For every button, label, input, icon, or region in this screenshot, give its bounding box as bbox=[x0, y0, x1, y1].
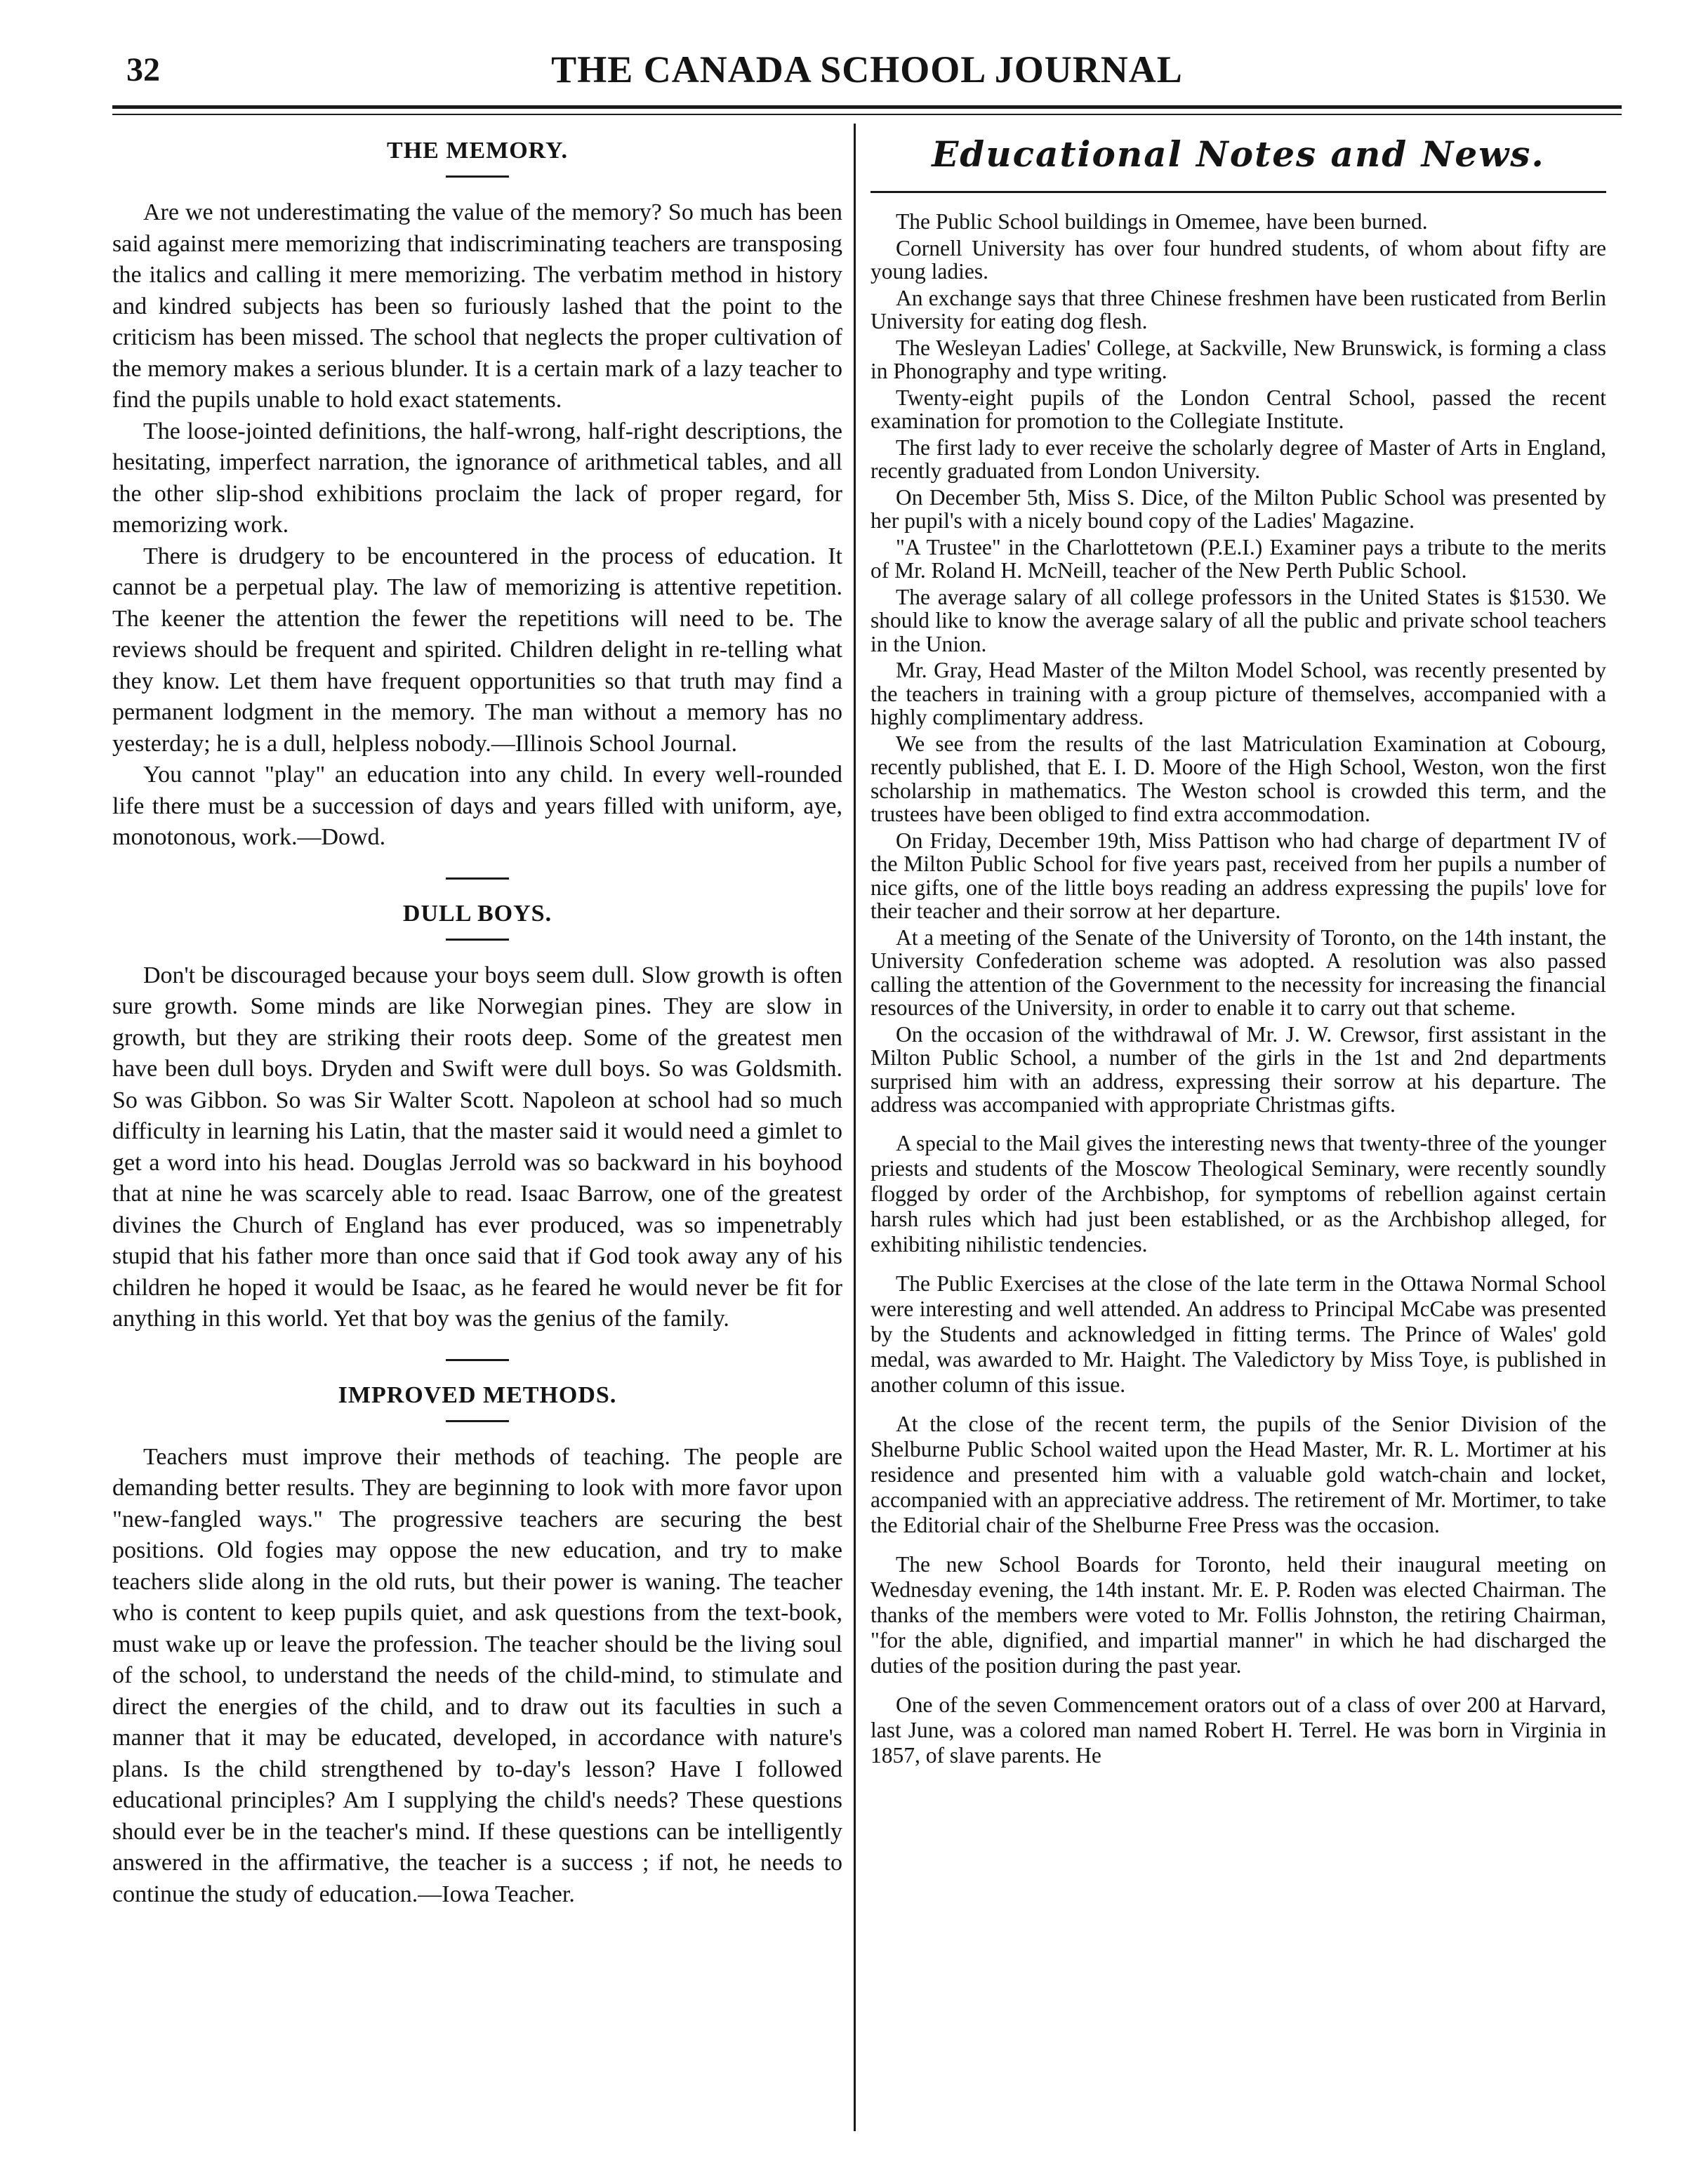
memory-title-rule bbox=[446, 175, 509, 178]
dull-boys-title-rule bbox=[446, 939, 509, 941]
news-item: On the occasion of the withdrawal of Mr. J. W. Crewsor, first assistant in the Milton Public School, a number of the girls in the 1st and 2nd departments surprised him with an address, expressing their sorrow at his departure. The address was accompanied with appropriate Christmas gifts. bbox=[870, 1021, 1606, 1117]
section-separator bbox=[446, 1359, 509, 1361]
dull-boys-paragraph: Don't be discouraged because your boys seem dull. Slow growth is often sure growth. Some minds are like Norwegian pines. They are slow in growth, but they are striking their roots deep. Some of the greatest men have been dull boys. Dryden and Swift were dull boys. So was Goldsmith. So was Gibbon. So was Sir Walter Scott. Napoleon at school had so much difficulty in learning his Latin, that the master said it would need a gimlet to get a word into his head. Douglas Jerrold was so backward in his boyhood that at nine he was scarcely able to read. Isaac Barrow, one of the greatest divines the Church of England has ever produced, was so impenetrably stupid that his father more than once said that if God took away any of his children he hoped it would be Isaac, as he feared he would never be fit for anything in this world. Yet that boy was the genius of the family. bbox=[112, 962, 842, 1332]
news-item: We see from the results of the last Matriculation Examination at Cobourg, recently published, that E. I. D. Moore of the High School, Weston, won the first scholarship in mathematics. The Weston school is crowded this term, and the trustees have been obliged to find extra accommodation. bbox=[870, 731, 1606, 826]
improved-methods-title: IMPROVED METHODS. bbox=[338, 1381, 617, 1408]
memory-title: THE MEMORY. bbox=[387, 138, 568, 164]
section-separator bbox=[446, 877, 509, 880]
right-column bbox=[870, 133, 1606, 1771]
improved-methods-title-rule bbox=[446, 1420, 509, 1422]
news-item: "A Trustee" in the Charlottetown (P.E.I.) Examiner pays a tribute to the merits of Mr. Roland H. McNeill, teacher of the New Perth Public School. bbox=[870, 534, 1606, 583]
left-column bbox=[112, 133, 842, 1910]
news-item: An exchange says that three Chinese freshmen have been rusticated from Berlin University for eating dog flesh. bbox=[870, 285, 1606, 333]
news-item: Twenty-eight pupils of the London Central School, passed the recent examination for promotion to the Collegiate Institute. bbox=[870, 385, 1606, 433]
news-section-title: Educational Notes and News. bbox=[932, 133, 1545, 175]
page-header bbox=[112, 42, 1622, 98]
news-item: At a meeting of the Senate of the University of Toronto, on the 14th instant, the University Confederation scheme was adopted. A resolution was also passed calling the attention of the Government to the necessity for increasing the financial resources of the University, in order to enable it to carry out that scheme. bbox=[870, 924, 1606, 1020]
news-item: On December 5th, Miss S. Dice, of the Milton Public School was presented by her pupil's with a nicely bound copy of the Ladies' Magazine. bbox=[870, 484, 1606, 533]
news-item: The average salary of all college professors in the United States is $1530. We should like to know the average salary of all the public and private school teachers in the Union. bbox=[870, 584, 1606, 656]
memory-paragraph-3: There is drudgery to be encountered in the process of education. It cannot be a perpetual play. The law of memorizing is attentive repetition. The keener the attention the fewer the repetitions will need to be. The reviews should be frequent and spirited. Children delight in re-telling what they know. Let them have frequent opportunities so that truth may find a permanent lodgment in the memory. The man without a memory has no yesterday; he is a dull, helpless nobody.—Illinois School Journal. bbox=[112, 543, 842, 757]
news-item: One of the seven Commencement orators out of a class of over 200 at Harvard, last June, was a colored man named Robert H. Terrel. He was born in Virginia in 1857, of slave parents. He bbox=[870, 1692, 1606, 1768]
news-item: The first lady to ever receive the scholarly degree of Master of Arts in England, recently graduated from London University. bbox=[870, 435, 1606, 483]
column-divider bbox=[854, 124, 856, 2131]
page-number: 32 bbox=[126, 51, 160, 88]
memory-paragraph-1: Are we not underestimating the value of the memory? So much has been said against mere memorizing that indiscriminating teachers are transposing the italics and calling it mere memorizing. The verbatim method in history and kindred subjects has been so furiously lashed that the point to the criticism has been missed. The school that neglects the proper cultivation of the memory makes a serious blunder. It is a certain mark of a lazy teacher to find the pupils unable to hold exact statements. bbox=[112, 199, 842, 413]
header-rule-thin bbox=[112, 114, 1622, 115]
news-item: Cornell University has over four hundred students, of whom about fifty are young ladies. bbox=[870, 235, 1606, 284]
news-item: At the close of the recent term, the pupils of the Senior Division of the Shelburne Public School waited upon the Head Master, Mr. R. L. Mortimer at his residence and presented him with a valuable gold watch-chain and locket, accompanied with an appreciative address. The retirement of Mr. Mortimer, to take the Editorial chair of the Shelburne Free Press was the occasion. bbox=[870, 1411, 1606, 1537]
news-title-rule bbox=[870, 191, 1606, 193]
memory-paragraph-4: You cannot "play" an education into any child. In every well-rounded life there must be a succession of days and years filled with uniform, aye, monotonous, work.—Dowd. bbox=[112, 762, 842, 850]
news-item: A special to the Mail gives the interesting news that twenty-three of the younger priests and students of the Moscow Theological Seminary, were recently soundly flogged by order of the Archbishop, for symptoms of rebellion against certain harsh rules which had just been established, or as the Archbishop alleged, for exhibiting nihilistic tendencies. bbox=[870, 1130, 1606, 1257]
memory-paragraph-2: The loose-jointed definitions, the half-wrong, half-right descriptions, the hesitating, imperfect narration, the ignorance of arithmetical tables, and all the other slip-shod exhibitions proclaim the lack of proper regard, for memorizing work. bbox=[112, 418, 842, 538]
news-item: The Wesleyan Ladies' College, at Sackville, New Brunswick, is forming a class in Phonography and type writing. bbox=[870, 335, 1606, 383]
news-item: The new School Boards for Toronto, held their inaugural meeting on Wednesday evening, the 14th instant. Mr. E. P. Roden was elected Chairman. The thanks of the members were voted to Mr. Follis Johnston, the retiring Chairman, "for the able, dignified, and impartial manner" in which he had discharged the duties of the position during the past year. bbox=[870, 1551, 1606, 1678]
news-item: On Friday, December 19th, Miss Pattison who had charge of department IV of the Milton Public School for five years past, received from her pupils a number of nice gifts, one of the little boys reading an address expressing the pupils' love for their teacher and their sorrow at her departure. bbox=[870, 828, 1606, 923]
journal-title: THE CANADA SCHOOL JOURNAL bbox=[551, 48, 1183, 91]
dull-boys-title: DULL BOYS. bbox=[402, 900, 552, 927]
news-item: The Public Exercises at the close of the late term in the Ottawa Normal School were interesting and well attended. An address to Principal McCabe was presented by the Students and acknowledged in fitting terms. The Prince of Wales' gold medal, was awarded to Mr. Haight. The Valedictory by Miss Toye, is published in another column of this issue. bbox=[870, 1271, 1606, 1397]
news-item: Mr. Gray, Head Master of the Milton Model School, was recently presented by the teachers in training with a group picture of themselves, accompanied with a highly complimentary address. bbox=[870, 658, 1606, 729]
news-item: The Public School buildings in Omemee, have been burned. bbox=[896, 209, 1428, 234]
improved-methods-paragraph: Teachers must improve their methods of teaching. The people are demanding better results. They are beginning to look with more favor upon "new-fangled ways." The progressive teachers are securing the best positions. Old fogies may oppose the new education, and try to make teachers slide along in the old ruts, but their power is waning. The teacher who is content to keep pupils quiet, and ask questions from the text-book, must wake up or leave the profession. The teacher should be the living soul of the school, to understand the needs of the child-mind, to stimulate and direct the energies of the child, and to draw out its faculties in such a manner that it may be educated, developed, in accordance with nature's plans. Is the child strengthened by to-day's lesson? Have I followed educational principles? Am I supplying the child's needs? These questions should ever be in the teacher's mind. If these questions can be intelligently answered in the affirmative, the teacher is a success ; if not, he needs to continue the study of education.—Iowa Teacher. bbox=[112, 1443, 842, 1907]
header-rule-thick bbox=[112, 105, 1622, 109]
